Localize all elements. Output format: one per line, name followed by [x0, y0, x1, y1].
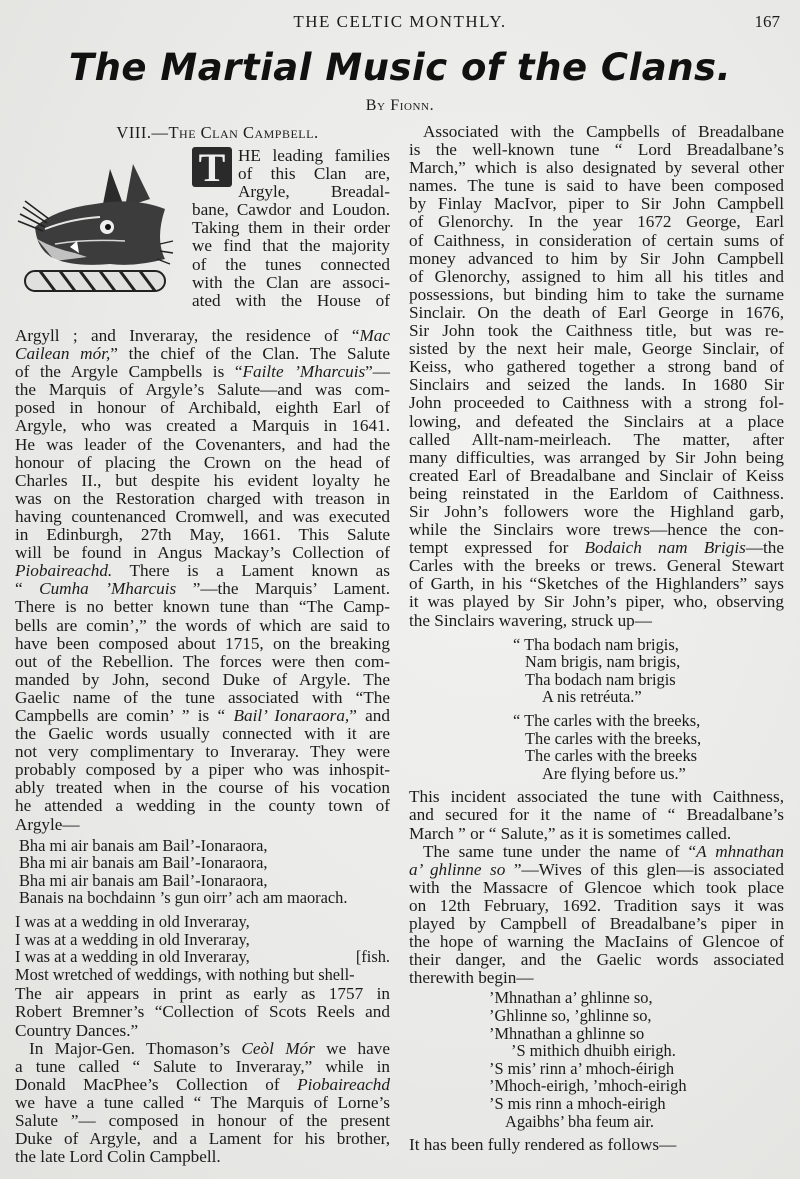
text-fragment: Sinclair. On the death of Earl George in 1676, — [409, 302, 784, 322]
text-line — [15, 544, 390, 562]
intro-line: of the tunes connected — [192, 254, 390, 274]
italic-phrase: A mhnathan — [696, 841, 784, 861]
text-fragment: of Glenorchy. In the year 1672 George, Earl — [409, 212, 784, 232]
text-fragment: he attended a wedding in the county town of — [15, 796, 390, 816]
runover-word: [fish. — [355, 947, 390, 967]
gaelic-breeks-verse — [409, 636, 784, 706]
right-paragraph-1 — [409, 123, 784, 630]
text-line — [15, 417, 390, 435]
text-fragment: the late Lord Colin Campbell. — [15, 1147, 221, 1167]
text-line — [15, 1148, 390, 1166]
text-fragment: There is no better known tune than “The Camp- — [15, 597, 390, 617]
italic-phrase: Ceòl Mór — [241, 1038, 315, 1058]
text-line — [15, 508, 390, 526]
verse-line: Most wretched of weddings, with nothing but shell- — [15, 964, 355, 984]
text-fragment: money advanced to him by Sir John Campbell — [409, 248, 784, 268]
text-fragment: Salute ”— composed in honour of the present — [15, 1111, 390, 1131]
text-line — [15, 1112, 390, 1130]
text-fragment: names. The tune is said to have been composed — [409, 176, 784, 196]
english-breeks-verse — [409, 712, 784, 782]
text-fragment: with the Massacre of Glencoe which took place — [409, 877, 784, 897]
text-fragment: The same tune under the name of “ — [423, 841, 697, 861]
text-fragment: —the — [745, 538, 784, 558]
right-paragraph-2 — [409, 788, 784, 842]
text-line — [15, 1040, 390, 1058]
text-line — [15, 345, 390, 363]
magazine-title: THE CELTIC MONTHLY. — [293, 12, 507, 31]
text-line — [15, 562, 390, 580]
italic-phrase: Mac — [359, 326, 390, 345]
verse-line: I was at a wedding in old Inveraray, — [15, 912, 250, 931]
text-line — [409, 177, 784, 195]
text-line — [15, 1076, 390, 1094]
text-line — [15, 526, 390, 544]
text-line — [409, 431, 784, 449]
text-line — [15, 671, 390, 689]
intro-line: HE leading families — [238, 146, 390, 165]
text-line — [409, 557, 784, 575]
text-line — [409, 322, 784, 340]
text-line — [409, 159, 784, 177]
gaelic-wedding-verse — [15, 837, 390, 907]
text-fragment: of Glenorchy, assigned to him all his titles and — [409, 266, 784, 286]
text-fragment: John proceeded to Caithness with a strong fol- — [409, 393, 784, 413]
text-fragment: ”—Wives of this glen—is associated — [505, 859, 785, 879]
text-line — [409, 969, 784, 987]
text-fragment: out of the Rebellion. The forces were then com- — [15, 651, 390, 671]
text-fragment: Argyle, who was created a Marquis in 1641. — [15, 416, 390, 436]
verse-line: Tha bodach nam brigis — [525, 669, 676, 689]
text-fragment: Sir John’s followers wore the Highland garb, — [409, 501, 784, 521]
left-paragraph-2 — [15, 985, 390, 1039]
text-fragment: Donald MacPhee’s Collection of — [15, 1074, 298, 1094]
text-fragment: probably composed by a piper who was inhospit- — [15, 760, 390, 780]
text-line — [15, 1094, 390, 1112]
text-fragment: This incident associated the tune with Caithness, — [409, 787, 784, 807]
text-fragment: of Caithness, in consideration of certain sums of — [409, 230, 784, 250]
intro-line: Argyle, Breadal- — [238, 182, 390, 202]
text-line — [15, 472, 390, 490]
text-line — [15, 1130, 390, 1148]
text-fragment: we have — [314, 1038, 390, 1058]
english-wedding-verse — [15, 913, 390, 983]
text-line — [15, 490, 390, 508]
text-line — [409, 788, 784, 806]
left-column — [15, 123, 390, 1166]
text-fragment: their danger, and the Gaelic words associated — [409, 950, 784, 970]
verse-line: Banais na bochdainn ’s gun oirr’ ach am maorach. — [19, 888, 348, 908]
text-line — [15, 797, 390, 815]
text-line — [409, 933, 784, 951]
byline: By Fionn. — [365, 97, 435, 114]
verse-line: ’Ghlinne so, ’ghlinne so, — [489, 1006, 652, 1025]
text-fragment: created Earl of Breadalbane and Sinclair of Keiss — [409, 465, 784, 485]
text-fragment: have been composed about 1715, on the breaking — [15, 633, 390, 653]
text-line — [409, 539, 784, 557]
text-fragment: therewith begin— — [409, 968, 534, 988]
text-fragment: we have a tune called “ The Marquis of Lorne’s — [15, 1092, 390, 1112]
text-line — [15, 454, 390, 472]
text-fragment: being reinstated in the Earldom of Caithness. — [409, 483, 784, 503]
text-fragment: many difficulties, was arranged by Sir John being — [409, 447, 784, 467]
text-fragment: tempt expressed for — [409, 538, 585, 558]
text-line — [15, 635, 390, 653]
text-line — [15, 617, 390, 635]
text-fragment: Argyll ; and Inveraray, the residence of “ — [15, 326, 360, 345]
intro-line: Taking them in their order — [192, 218, 390, 238]
running-header — [0, 12, 800, 34]
text-line — [15, 381, 390, 399]
text-line — [409, 915, 784, 933]
text-fragment: called Allt-nam-meirleach. The matter, after — [409, 429, 784, 449]
text-line — [15, 689, 390, 707]
verse-line: “ The carles with the breeks, — [513, 711, 701, 730]
text-fragment: In Major-Gen. Thomason’s — [29, 1038, 242, 1058]
text-fragment: ”— — [365, 362, 390, 382]
article-title: The Martial Music of the Clans. — [68, 46, 732, 89]
text-fragment: the hope of warning the MacIains of Glencoe of — [409, 932, 784, 952]
italic-phrase: Bail’ Ionaraora, — [233, 705, 350, 725]
text-fragment: on 12th February, 1692. Tradition says it was — [409, 895, 784, 915]
text-fragment: ably treated when in the course of his vocation — [15, 778, 390, 798]
text-fragment: by Finlay MacIvor, piper to Sir John Campbell — [409, 194, 784, 214]
text-line — [409, 879, 784, 897]
text-fragment: Duke of Argyle, and a Lament for his brother, — [15, 1129, 390, 1149]
right-column — [409, 123, 784, 1154]
text-fragment: and secured for it the name of “ Breadalbane’s — [409, 805, 784, 825]
text-fragment: Associated with the Campbells of Breadalbane — [423, 122, 784, 141]
text-fragment: having countenanced Cromwell, and was executed — [15, 506, 390, 526]
text-line — [15, 761, 390, 779]
text-line — [409, 195, 784, 213]
left-paragraph-3 — [15, 1040, 390, 1167]
text-line — [15, 816, 390, 834]
intro-line: with the Clan are associ- — [192, 272, 390, 292]
text-line — [409, 575, 784, 593]
text-fragment: March,” which is also designated by several other — [409, 158, 784, 178]
text-line — [409, 376, 784, 394]
text-fragment: played by Campbell of Breadalbane’s piper in — [409, 914, 784, 934]
text-fragment: the Marquis of Argyle’s Salute—and was com- — [15, 380, 390, 400]
text-line — [409, 503, 784, 521]
text-line — [15, 436, 390, 454]
text-line — [409, 232, 784, 250]
text-line — [15, 743, 390, 761]
text-line — [409, 951, 784, 969]
text-fragment: ” the chief of the Clan. The Salute — [110, 344, 391, 364]
text-fragment: a tune called “ Salute to Inveraray,” while in — [15, 1056, 390, 1076]
italic-phrase: Cumha ’Mharcuis — [39, 579, 177, 599]
text-line — [15, 653, 390, 671]
verse-line: I was at a wedding in old Inveraray, [fish. — [15, 947, 390, 967]
right-paragraph-3 — [409, 843, 784, 988]
text-line — [15, 707, 390, 725]
text-fragment: Gaelic name of the tune associated with “The — [15, 687, 390, 707]
intro-line: we find that the majority — [192, 236, 390, 256]
text-fragment: There is a Lament known as — [112, 561, 390, 581]
italic-phrase: Failte ’Mharcuis — [242, 362, 366, 382]
verse-line: I was at a wedding in old Inveraray, — [15, 929, 250, 949]
verse-line: Bha mi air banais am Bail’-Ionaraora, — [19, 835, 268, 855]
text-line — [409, 612, 784, 630]
text-fragment: in Edinburgh, 27th May, 1661. This Salute — [15, 525, 390, 545]
text-line — [409, 449, 784, 467]
verse-line: ’Mhnathan a’ ghlinne so, — [489, 988, 653, 1008]
verse-line: Bha mi air banais am Bail’-Ionaraora, — [19, 870, 268, 890]
intro-line: bane, Cawdor and Loudon. — [192, 200, 390, 220]
verse-line: ’S mis rinn a mhoch-eirigh — [489, 1093, 666, 1113]
text-line — [409, 485, 784, 503]
verse-line: Are flying before us.” — [542, 763, 686, 783]
text-fragment: of Garth, in his “Sketches of the Highlanders” says — [409, 574, 784, 594]
text-fragment: “ — [15, 579, 40, 599]
verse-line: ’Mhnathan a ghlinne so — [489, 1023, 645, 1043]
text-fragment: posed in honour of Archibald, eighth Earl of — [15, 398, 390, 418]
text-line — [15, 580, 390, 598]
text-fragment: is the well-known tune “ Lord Breadalbane’s — [409, 140, 784, 160]
text-fragment: Carles with the breeks or trews. General Stewart — [409, 556, 784, 576]
verse-line: ’S mithich dhuibh eirigh. — [511, 1041, 676, 1061]
text-line — [409, 394, 784, 412]
italic-phrase: Cailean mór, — [15, 344, 111, 364]
verse-line: “ Tha bodach nam brigis, — [513, 634, 679, 654]
drop-cap: T — [192, 147, 232, 187]
text-line — [409, 123, 784, 141]
text-line — [409, 843, 784, 861]
italic-phrase: Piobaireachd — [297, 1074, 390, 1094]
italic-phrase: Bodaich nam Brigis — [584, 538, 746, 558]
page-number: 167 — [754, 12, 780, 31]
text-line: The air appears in print as early as 1757 in — [15, 984, 390, 1004]
text-line — [409, 358, 784, 376]
text-line — [409, 413, 784, 431]
text-line — [409, 467, 784, 485]
text-line — [15, 779, 390, 797]
text-fragment: bells are comin’,” the words of which are said to — [15, 615, 390, 635]
text-line — [409, 340, 784, 358]
glencoe-verse — [409, 989, 784, 1130]
text-line: Country Dances.” — [15, 1020, 139, 1040]
verse-line: A nis retréuta.” — [542, 687, 642, 707]
intro-line: of this Clan are, — [238, 164, 390, 184]
text-fragment: Keiss, who gathered together a strong band of — [409, 357, 784, 377]
text-fragment: will be found in Angus Mackay’s Collection of — [15, 543, 390, 563]
text-fragment: was on the Restoration charged with treason in — [15, 488, 390, 508]
verse-line: Bha mi air banais am Bail’-Ionaraora, — [19, 853, 268, 873]
left-paragraph-1 — [15, 327, 390, 834]
verse-line: The carles with the breeks, — [525, 728, 702, 748]
text-fragment: Campbells are comin’ ” is “ — [15, 705, 234, 725]
text-line — [15, 327, 390, 345]
text-fragment: honour of placing the Crown on the head of — [15, 452, 390, 472]
intro-lines — [192, 147, 390, 310]
text-line — [15, 363, 390, 381]
text-fragment: it was played by Sir John’s piper, who, observing — [409, 592, 784, 612]
text-fragment: March ” or “ Salute,” as it is sometimes called. — [409, 823, 732, 843]
text-line — [409, 286, 784, 304]
text-fragment: Charles II., but despite his evident loyalty he — [15, 470, 390, 490]
text-fragment: Sir John took the Caithness title, but was re- — [409, 321, 784, 341]
text-fragment: He was leader of the Covenanters, and had the — [15, 434, 390, 454]
text-line — [409, 806, 784, 824]
text-fragment: the Gaelic words usually connected with it are — [15, 724, 390, 744]
text-line — [409, 521, 784, 539]
boar-head-illustration-icon — [15, 149, 175, 309]
text-fragment: the Sinclairs wavering, struck up— — [409, 610, 652, 630]
verse-line: Agaibhs’ bha feum air. — [505, 1111, 654, 1131]
italic-phrase: Piobaireachd. — [15, 561, 113, 581]
text-line — [15, 598, 390, 616]
text-line — [409, 304, 784, 322]
verse-line: ’S mis’ rinn a’ mhoch-éirigh — [489, 1058, 675, 1078]
text-fragment: sisted by the next heir male, George Sinclair, of — [409, 339, 784, 359]
text-line — [409, 897, 784, 915]
text-fragment: of the Argyle Campbells is “ — [15, 362, 243, 382]
text-fragment: Argyle— — [15, 814, 80, 834]
italic-phrase: a’ ghlinne so — [409, 859, 506, 879]
text-line — [409, 250, 784, 268]
text-line — [15, 725, 390, 743]
section-heading: VIII.—The Clan Campbell. — [116, 123, 319, 142]
text-line — [409, 861, 784, 879]
text-fragment: ”—the Marquis’ Lament. — [176, 579, 390, 599]
text-fragment: Sinclairs and seized the lands. In 1680 Sir — [409, 375, 784, 395]
intro-block — [15, 145, 390, 327]
text-line — [409, 593, 784, 611]
text-fragment: manded by John, second Duke of Argyle. The — [15, 669, 390, 689]
text-line — [409, 141, 784, 159]
text-line — [15, 1058, 390, 1076]
text-line — [409, 213, 784, 231]
text-line — [409, 268, 784, 286]
closing-line: It has been fully rendered as follows— — [409, 1135, 677, 1155]
text-fragment: while the Sinclairs wore trews—hence the con- — [409, 520, 784, 540]
text-line — [409, 825, 784, 843]
verse-line: ’Mhoch-eirigh, ’mhoch-eirigh — [489, 1076, 687, 1096]
verse-line: Nam brigis, nam brigis, — [525, 652, 681, 672]
text-fragment: lowing, and defeated the Sinclairs at a place — [409, 411, 784, 431]
text-fragment: not very complimentary to Inveraray. They were — [15, 742, 390, 762]
text-fragment: ” and — [349, 705, 390, 725]
text-line — [15, 399, 390, 417]
verse-line: The carles with the breeks — [525, 746, 698, 766]
text-fragment: possessions, but binding him to take the surname — [409, 284, 784, 304]
text-line: Robert Bremner’s “Collection of Scots Reels and — [15, 1002, 390, 1022]
intro-line: ated with the House of — [192, 290, 390, 310]
